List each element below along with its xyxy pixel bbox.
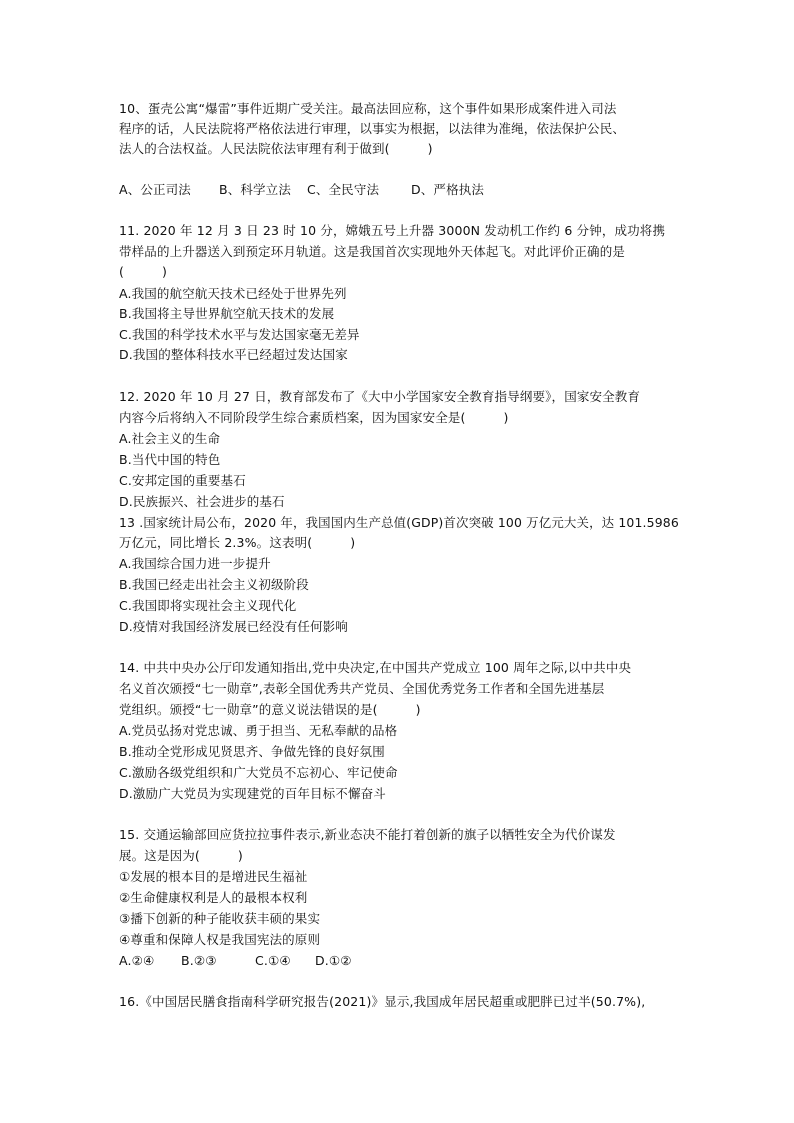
- q13-option-a: A.我国综合国力进一步提升: [119, 556, 271, 571]
- q10-option-d: D、严格执法: [411, 182, 485, 197]
- q12-option-b: B.当代中国的特色: [119, 452, 221, 467]
- q11-option-a: A.我国的航空航天技术已经处于世界先列: [119, 286, 347, 301]
- q13-option-b: B.我国已经走出社会主义初级阶段: [119, 577, 309, 592]
- q14-stem-line-1: 14. 中共中央办公厅印发通知指出,党中央决定,在中国共产党成立 100 周年之际,以中共中央: [119, 660, 632, 675]
- q15-option-b: B.②③: [181, 953, 217, 968]
- q11-option-d: D.我国的整体科技水平已经超过发达国家: [119, 347, 348, 362]
- q14-option-d: D.激励广大党员为实现建党的百年目标不懈奋斗: [119, 786, 386, 801]
- q12-option-d: D.民族振兴、社会进步的基石: [119, 494, 285, 509]
- q15-stem-line-1: 15. 交通运输部回应货拉拉事件表示,新业态决不能打着创新的旗子以牺牲安全为代价谋发: [119, 827, 616, 842]
- q14-option-c: C.激励各级党组织和广大党员不忘初心、牢记使命: [119, 765, 398, 780]
- q10-stem-line-1: 10、蛋壳公寓“爆雷”事件近期广受关注。最高法回应称，这个事件如果形成案件进入司法: [119, 101, 617, 116]
- q15-statement-1: ①发展的根本目的是增进民生福祉: [119, 869, 308, 884]
- q13-option-c: C.我国即将实现社会主义现代化: [119, 598, 297, 613]
- q14-stem-line-2: 名义首次颁授“七一勋章”,表彰全国优秀共产党员、全国优秀党务工作者和全国先进基层: [119, 681, 605, 696]
- q16-stem-line-1: 16.《中国居民膳食指南科学研究报告(2021)》显示,我国成年居民超重或肥胖已过半(50.7%),: [119, 994, 646, 1009]
- q13-option-d: D.疫情对我国经济发展已经没有任何影响: [119, 619, 348, 634]
- q10-option-b: B、科学立法: [219, 182, 291, 197]
- q15-option-d: D.①②: [315, 953, 352, 968]
- q15-option-c: C.①④: [255, 953, 291, 968]
- q13-stem-line-2: 万亿元，同比增长 2.3%。这表明( ): [119, 535, 356, 550]
- q12-stem-line-1: 12. 2020 年 10 月 27 日，教育部发布了《大中小学国家安全教育指导纲要》，国家安全教育: [119, 389, 641, 404]
- q14-option-b: B.推动全党形成见贤思齐、争做先锋的良好氛围: [119, 744, 385, 759]
- q15-option-a: A.②④: [119, 953, 155, 968]
- q12-stem-line-2: 内容今后将纳入不同阶段学生综合素质档案，因为国家安全是( ): [119, 410, 509, 425]
- q11-option-c: C.我国的科学技术水平与发达国家毫无差异: [119, 327, 360, 342]
- q14-stem-line-3: 党组织。颁授“七一勋章”的意义说法错误的是( ): [119, 702, 421, 717]
- q14-option-a: A.党员弘扬对党忠诚、勇于担当、无私奉献的品格: [119, 723, 398, 738]
- q15-statement-2: ②生命健康权利是人的最根本权利: [119, 890, 308, 905]
- q11-stem-line-1: 11. 2020 年 12 月 3 日 23 时 10 分，嫦娥五号上升器 3000N 发动机工作约 6 分钟，成功将携: [119, 223, 666, 238]
- q11-option-b: B.我国将主导世界航空航天技术的发展: [119, 306, 335, 321]
- q13-stem-line-1: 13 .国家统计局公布，2020 年，我国国内生产总值(GDP)首次突破 100 万亿元大关，达 101.5986: [119, 515, 679, 530]
- q12-option-c: C.安邦定国的重要基石: [119, 473, 246, 488]
- q11-stem-line-2: 带样品的上升器送入到预定环月轨道。这是我国首次实现地外天体起飞。对此评价正确的是: [119, 244, 626, 259]
- q15-statement-4: ④尊重和保障人权是我国宪法的原则: [119, 932, 321, 947]
- q15-stem-line-2: 展。这是因为( ): [119, 848, 243, 863]
- q12-option-a: A.社会主义的生命: [119, 431, 221, 446]
- q15-statement-3: ③播下创新的种子能收获丰硕的果实: [119, 911, 321, 926]
- q15-options: [119, 953, 679, 969]
- q11-stem-line-3: ( ): [119, 264, 168, 279]
- q10-stem-line-2: 程序的话，人民法院将严格依法进行审理，以事实为根据，以法律为准绳，依法保护公民、: [119, 121, 626, 136]
- q10-option-c: C、全民守法: [307, 182, 380, 197]
- q10-stem-line-3: 法人的合法权益。人民法院依法审理有利于做到( ): [119, 141, 433, 156]
- q10-options: [119, 182, 679, 198]
- q10-option-a: A、公正司法: [119, 182, 191, 197]
